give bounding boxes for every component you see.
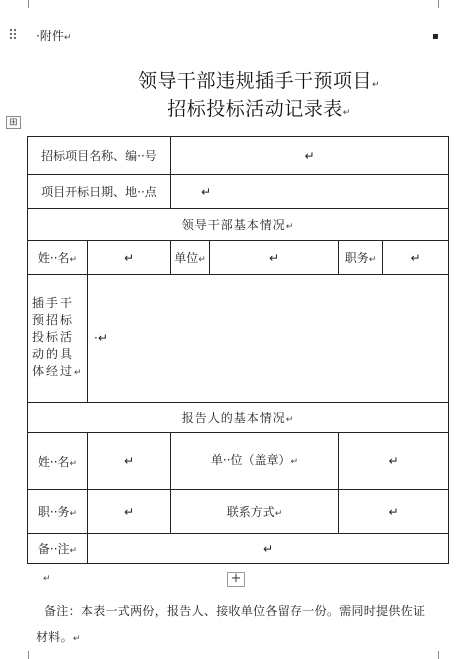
title-line2-text: 招标投标活动记录表 [167, 98, 343, 120]
page-title-line2 [0, 94, 456, 121]
add-row-icon[interactable]: + [227, 572, 245, 587]
paragraph-mark: ↵ [72, 634, 81, 644]
open-date-label: 项目开标日期、地··点 [28, 175, 171, 209]
section-reporter-header: 报告人的基本情况↵ [28, 403, 449, 433]
reporter-name-label: 姓··名↵ [28, 433, 88, 490]
reporter-unit-input[interactable]: ↵ [339, 433, 449, 490]
reporter-unit-label: 单··位（盖章）↵ [171, 433, 339, 490]
remark-label: 备··注↵ [28, 534, 88, 564]
title-line1-text: 领导干部违规插手干预项目 [137, 70, 372, 92]
position-input[interactable]: ↵ [383, 241, 449, 275]
table-move-handle-icon[interactable]: ⊞ [6, 116, 21, 129]
reporter-position-input[interactable]: ↵ [88, 490, 171, 534]
paragraph-mark: ↵ [63, 33, 72, 43]
drag-handle-icon[interactable]: ⠿ [7, 28, 19, 44]
contact-input[interactable]: ↵ [339, 490, 449, 534]
position-label: 职务↵ [339, 241, 383, 275]
contact-label: 联系方式↵ [171, 490, 339, 534]
crop-mark-bottom-left [28, 651, 36, 659]
top-dot: ▪ [432, 31, 439, 42]
open-date-input[interactable]: ↵ [171, 175, 449, 209]
table-row [28, 275, 449, 403]
intervention-label: 插手干预招标投标活动的具体经过↵ [28, 275, 88, 403]
paragraph-mark: ↵ [342, 108, 351, 118]
crop-mark-bottom-right [431, 651, 439, 659]
section-leader-header: 领导干部基本情况↵ [28, 209, 449, 241]
intervention-input[interactable]: ·↵ [88, 275, 449, 403]
footnote [36, 598, 436, 652]
table-row [28, 490, 449, 534]
name-label: 姓··名↵ [28, 241, 88, 275]
table-row [28, 403, 449, 433]
attachment-label: 附件 [39, 29, 64, 43]
project-name-label: 招标项目名称、编··号 [28, 137, 171, 175]
paragraph-mark: ↵ [43, 574, 51, 584]
bullet-dot: · [36, 29, 40, 43]
page-title-line1 [0, 66, 456, 93]
record-form-table [27, 136, 449, 564]
unit-input[interactable]: ↵ [210, 241, 339, 275]
attachment-line [36, 27, 71, 44]
crop-mark-top-left [28, 0, 36, 8]
table-row [28, 209, 449, 241]
table-row [28, 433, 449, 490]
crop-mark-top-right [431, 0, 439, 8]
reporter-name-input[interactable]: ↵ [88, 433, 171, 490]
unit-label: 单位↵ [171, 241, 210, 275]
table-row [28, 137, 449, 175]
name-input[interactable]: ↵ [88, 241, 171, 275]
table-row [28, 241, 449, 275]
footnote-text: 备注：本表一式两份，报告人、接收单位各留存一份。需同时提供佐证材料。 [36, 604, 426, 644]
paragraph-mark: ↵ [371, 80, 381, 90]
reporter-position-label: 职··务↵ [28, 490, 88, 534]
project-name-input[interactable]: ↵ [171, 137, 449, 175]
table-row [28, 534, 449, 564]
remark-input[interactable]: ↵ [88, 534, 449, 564]
table-row [28, 175, 449, 209]
